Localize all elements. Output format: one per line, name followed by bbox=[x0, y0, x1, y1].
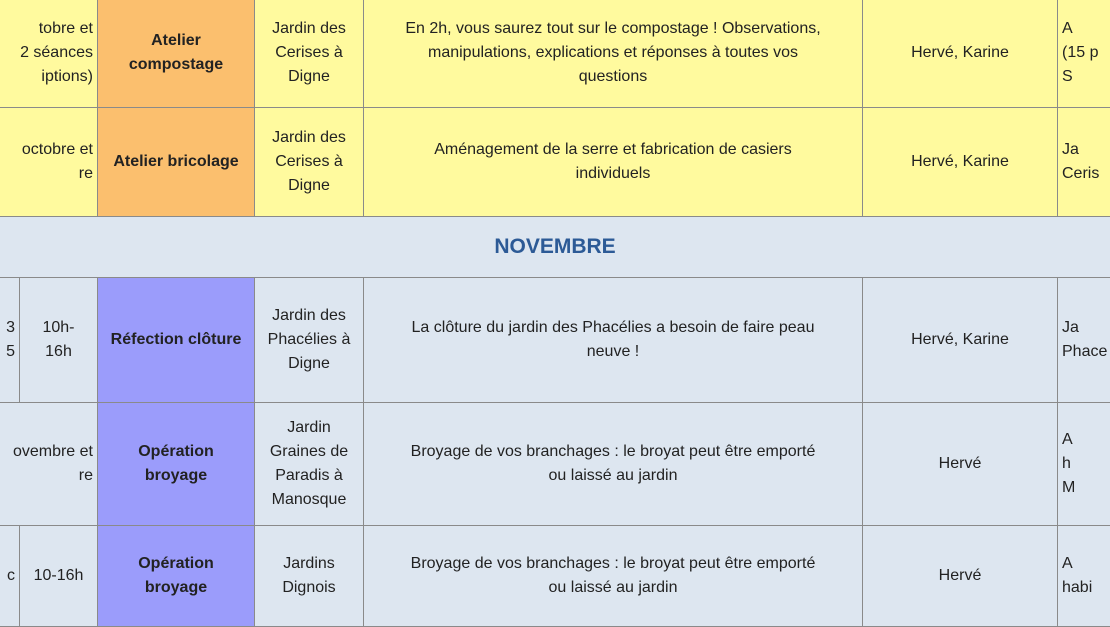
cell-date: octobre et re bbox=[0, 107, 98, 217]
cell-activity: Opération broyage bbox=[97, 402, 255, 526]
cell-date: 3 5 bbox=[0, 277, 20, 403]
cell-location: Jardin des Cerises à Digne bbox=[254, 107, 364, 217]
cell-activity: Atelier compostage bbox=[97, 0, 255, 108]
cell-date: tobre et 2 séances iptions) bbox=[0, 0, 98, 108]
cell-description: En 2h, vous saurez tout sur le compostage ! Observations, manipulations, explications et réponses à toutes vos questions bbox=[363, 0, 863, 108]
cell-extra: A h M bbox=[1057, 402, 1110, 526]
cell-location: Jardin Graines de Paradis à Manosque bbox=[254, 402, 364, 526]
cell-animators: Hervé, Karine bbox=[862, 277, 1058, 403]
cell-animators: Hervé bbox=[862, 525, 1058, 627]
cell-description: Aménagement de la serre et fabrication de casiers individuels bbox=[363, 107, 863, 217]
cell-date: c bbox=[0, 525, 20, 627]
cell-description: Broyage de vos branchages : le broyat peut être emporté ou laissé au jardin bbox=[363, 402, 863, 526]
cell-activity: Réfection clôture bbox=[97, 277, 255, 403]
cell-activity: Opération broyage bbox=[97, 525, 255, 627]
cell-animators: Hervé, Karine bbox=[862, 107, 1058, 217]
cell-animators: Hervé bbox=[862, 402, 1058, 526]
cell-date: ovembre et re bbox=[0, 402, 98, 526]
cell-time: 10h- 16h bbox=[19, 277, 98, 403]
month-heading: NOVEMBRE bbox=[0, 216, 1110, 278]
cell-extra: Ja Phace bbox=[1057, 277, 1110, 403]
cell-location: Jardin des Cerises à Digne bbox=[254, 0, 364, 108]
cell-time: 10-16h bbox=[19, 525, 98, 627]
cell-extra: A (15 p S bbox=[1057, 0, 1110, 108]
cell-activity: Atelier bricolage bbox=[97, 107, 255, 217]
cell-description: La clôture du jardin des Phacélies a besoin de faire peau neuve ! bbox=[363, 277, 863, 403]
cell-extra: A habi bbox=[1057, 525, 1110, 627]
cell-animators: Hervé, Karine bbox=[862, 0, 1058, 108]
cell-location: Jardins Dignois bbox=[254, 525, 364, 627]
cell-location: Jardin des Phacélies à Digne bbox=[254, 277, 364, 403]
cell-description: Broyage de vos branchages : le broyat peut être emporté ou laissé au jardin bbox=[363, 525, 863, 627]
cell-extra: Ja Ceris bbox=[1057, 107, 1110, 217]
